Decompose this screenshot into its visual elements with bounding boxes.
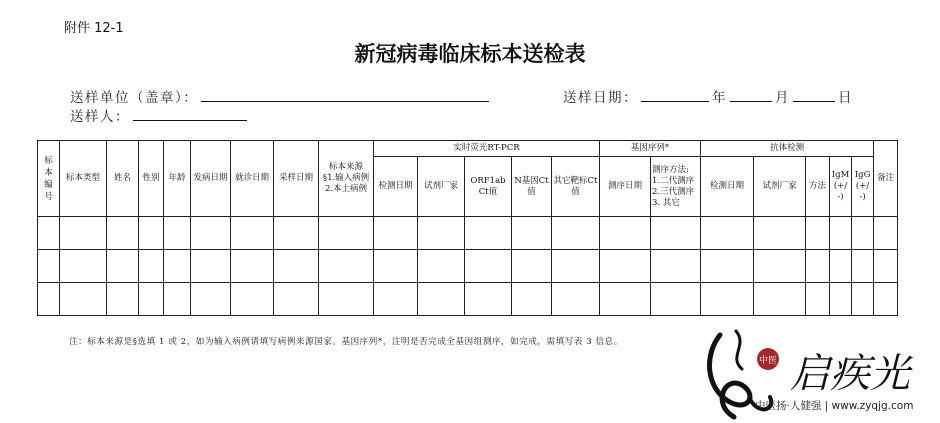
header-group-pcr: 实时荧光RT-PCR: [374, 141, 600, 157]
month-field[interactable]: [730, 87, 772, 102]
year-label: 年: [712, 90, 727, 106]
sender-row: [70, 105, 250, 125]
sender-unit-row: [70, 86, 492, 106]
header-group-sequencing: 基因序列*: [600, 141, 701, 157]
header-specimen-no: 标本编号: [38, 141, 60, 217]
day-field[interactable]: [793, 87, 835, 102]
brand-name: 启疾光: [790, 351, 910, 397]
header-name: 姓名: [107, 141, 139, 217]
table-row: [38, 283, 898, 316]
header-onset-date: 发病日期: [191, 141, 231, 217]
header-pcr-other-target: 其它靶标Ct值: [552, 157, 600, 217]
header-specimen-source: 标本来源 §1.输入病例 2.本土病例: [319, 141, 374, 217]
header-seq-date: 测序日期: [600, 157, 651, 217]
sending-date-row: [563, 86, 853, 106]
header-ab-igm: IgM(+/-): [830, 157, 852, 217]
table-row: [38, 217, 898, 250]
header-pcr-n-gene: N基因Ct值: [512, 157, 552, 217]
header-ab-test-date: 检测日期: [701, 157, 754, 217]
footnote: 注：标本来源是§选填 1 或 2，如为输入病例请填写病例来源国家。基因序列*，注明是否完成全基因组测序，如完成，需填写表 3 信息。: [69, 337, 623, 347]
header-group-antibody: 抗体检测: [701, 141, 874, 157]
sender-unit-label: 送样单位（盖章）：: [70, 90, 199, 106]
header-specimen-type: 标本类型: [60, 141, 107, 217]
sender-unit-field[interactable]: [201, 87, 489, 102]
header-pcr-reagent: 试剂厂家: [418, 157, 465, 217]
specimen-table: [37, 140, 898, 316]
form-title: 新冠病毒临床标本送检表: [354, 42, 586, 66]
header-ab-reagent: 试剂厂家: [754, 157, 806, 217]
table-row: [38, 250, 898, 283]
annex-label: 附件 12-1: [64, 21, 124, 36]
header-remarks: 备注: [874, 141, 898, 217]
sender-field[interactable]: [133, 106, 247, 121]
sending-date-label: 送样日期：: [563, 90, 638, 106]
header-pcr-test-date: 检测日期: [374, 157, 418, 217]
header-age: 年龄: [164, 141, 191, 217]
header-visit-date: 就诊日期: [231, 141, 274, 217]
header-seq-method: 测序方法: 1.二代测序 2.三代测序 3. 其它: [651, 157, 701, 217]
header-sampling-date: 采样日期: [274, 141, 319, 217]
day-label: 日: [838, 90, 853, 106]
sender-label: 送样人：: [70, 109, 130, 125]
header-ab-igg: IgG(+/-): [852, 157, 874, 217]
year-field[interactable]: [641, 87, 709, 102]
brand-tagline: 中医扬·人健强 | www.zyqjg.com: [755, 400, 914, 412]
seal-text: 中医: [758, 356, 778, 366]
month-label: 月: [775, 90, 790, 106]
brush-stroke-icon: [710, 335, 750, 417]
header-sex: 性别: [139, 141, 164, 217]
header-pcr-orf1ab: ORF1ab Ct值: [465, 157, 512, 217]
header-ab-method: 方法: [806, 157, 830, 217]
